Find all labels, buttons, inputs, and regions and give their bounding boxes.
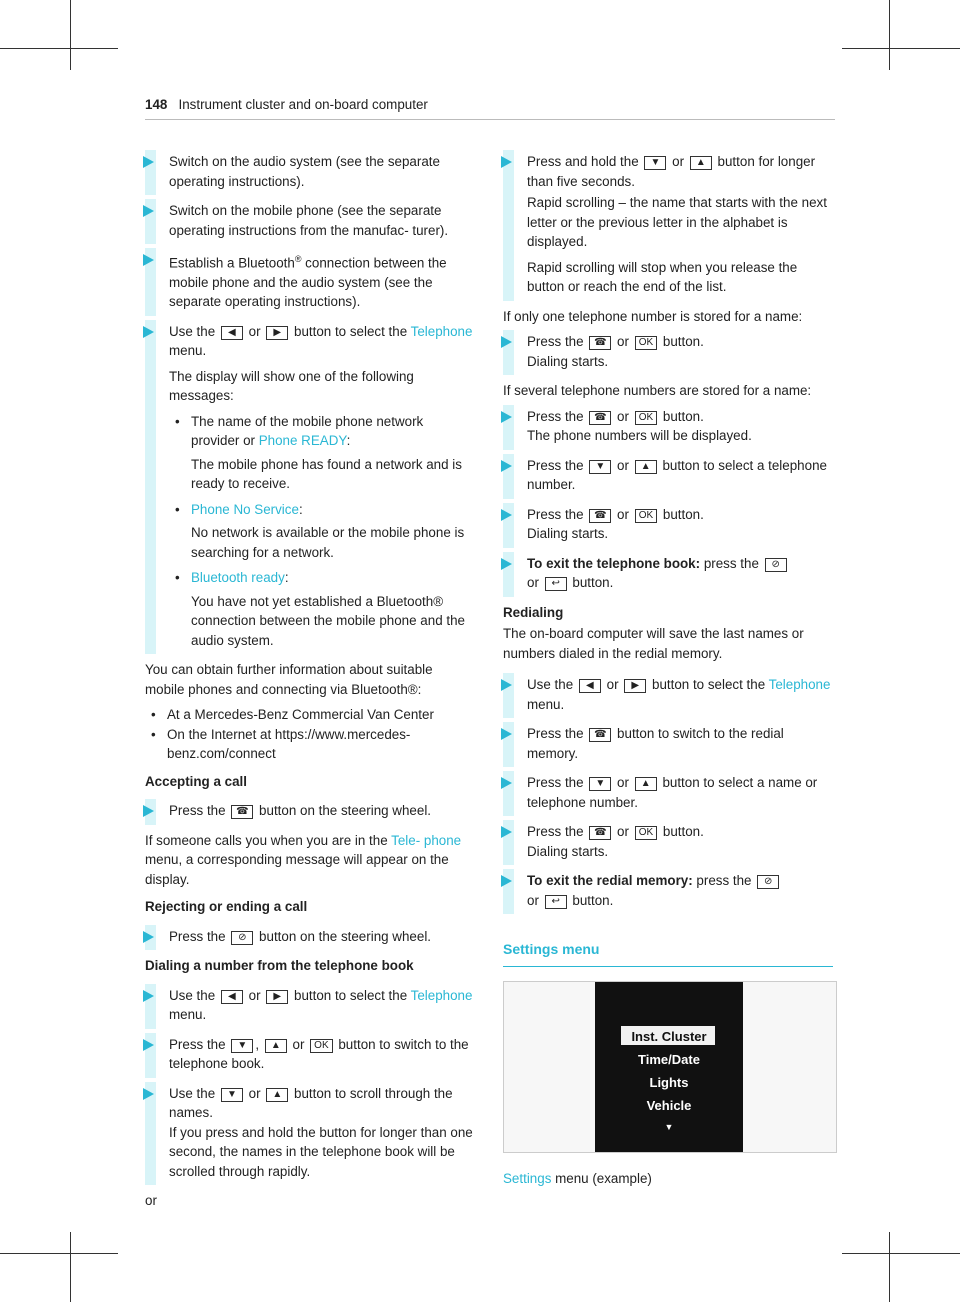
menu-item-time-date: Time/Date — [638, 1051, 700, 1067]
telephone-menu-label: Telephone — [410, 323, 473, 339]
step: Press the ☎ or OK button. Dialing starts. — [503, 822, 833, 861]
arrow-icon — [143, 254, 154, 266]
step: Press the ☎ or OK button. The phone numbers will be displayed. — [503, 407, 833, 446]
step: Switch on the mobile phone (see the separate operating instructions from the manufac- turer). — [145, 201, 475, 240]
up-button-icon: ▲ — [690, 156, 712, 170]
crop-mark — [70, 0, 71, 70]
arrow-icon — [501, 460, 512, 472]
up-button-icon: ▲ — [266, 1088, 288, 1102]
ok-button-icon: OK — [635, 826, 657, 840]
down-button-icon: ▼ — [589, 777, 611, 791]
phone-button-icon: ☎ — [231, 805, 253, 819]
header-rule — [145, 119, 835, 120]
menu-item-inst-cluster: Inst. Cluster — [631, 1028, 707, 1044]
left-button-icon: ◀ — [221, 990, 243, 1004]
crop-mark — [0, 48, 118, 49]
step: Use the ◀ or ▶ button to select the Telephone menu. The display will show one of the following messages: • The name of the mobile phone network provider or Phone READY: The mobile phone has found a network and is ready to receive. • Phone No Service: No network is available or the mobile phone is searching for a network. • Bluetooth ready: You have not yet established a Bluetooth® connection between the mobile phone and the audio system. — [145, 322, 475, 651]
down-button-icon: ▼ — [221, 1088, 243, 1102]
right-button-icon: ▶ — [266, 326, 288, 340]
step: Press the ▼ , ▲ or OK button to switch to the telephone book. — [145, 1035, 475, 1074]
step: Press the ▼ or ▲ button to select a name or telephone number. — [503, 773, 833, 812]
right-column: Press and hold the ▼ or ▲ button for longer than five seconds. Rapid scrolling – the name that starts with the next letter or the previous letter in the alphabet is displayed. Rapid scrolling will stop when you release the button or reach the end of the list. If only one telephone number is stored for a name: Press the ☎ or OK button. Dialing starts. If several telephone numbers are stored for a name: Press the ☎ or OK button. The phone numbers will be displayed. Press the ▼ or ▲ button to select a telephone number. Press the ☎ or OK button. Dialing starts. To exit the telephone book: press the ⊘ or ↩ button. Redialing The on-board computer will save the last names or numbers dialed in the redial memory. Use the ◀ or ▶ button to select the Telephone menu. Press the ☎ button to switch to the redial memory. Press the ▼ or ▲ button to select a name or telephone number. Press the ☎ or OK button. Dialing starts. To exit the redial memory: press the ⊘ or ↩ button. Settings menu Inst. Cluster Time/Date Lights Vehicle ▼ Settings menu (example) — [503, 152, 833, 1188]
arrow-icon — [501, 558, 512, 570]
up-button-icon: ▲ — [265, 1039, 287, 1053]
arrow-icon — [143, 1088, 154, 1100]
list-item: • On the Internet at https://www.mercedes- benz.com/connect — [151, 726, 411, 762]
phone-button-icon: ☎ — [589, 509, 611, 523]
arrow-icon — [143, 156, 154, 168]
phone-button-icon: ☎ — [589, 826, 611, 840]
ok-button-icon: OK — [635, 509, 657, 523]
down-button-icon: ▼ — [231, 1039, 253, 1053]
section-heading: Dialing a number from the telephone book — [145, 958, 414, 974]
left-button-icon: ◀ — [221, 326, 243, 340]
crop-mark — [889, 0, 890, 70]
list-item: • At a Mercedes-Benz Commercial Van Center — [151, 707, 434, 723]
page-title: Instrument cluster and on-board computer — [178, 97, 428, 112]
section-heading: Accepting a call — [145, 773, 247, 789]
crop-mark — [842, 48, 960, 49]
arrow-icon — [143, 931, 154, 943]
down-button-icon: ▼ — [644, 156, 666, 170]
back-button-icon: ↩ — [545, 895, 567, 909]
list-item: • The name of the mobile phone network provider or Phone READY: The mobile phone has found a network and is ready to receive. — [175, 413, 462, 492]
step: Use the ◀ or ▶ button to select the Telephone menu. — [503, 675, 833, 714]
section-heading: Redialing — [503, 604, 564, 620]
settings-menu-heading: Settings menu — [503, 941, 600, 957]
arrow-icon — [501, 728, 512, 740]
arrow-icon — [143, 805, 154, 817]
step: To exit the redial memory: press the ⊘ or ↩ button. — [503, 871, 833, 910]
hangup-button-icon: ⊘ — [765, 558, 787, 572]
menu-item-vehicle: Vehicle — [646, 1097, 692, 1113]
phone-button-icon: ☎ — [589, 728, 611, 742]
page-number: 148 — [145, 97, 168, 112]
up-button-icon: ▲ — [635, 777, 657, 791]
left-button-icon: ◀ — [579, 679, 601, 693]
step: Use the ◀ or ▶ button to select the Telephone menu. — [145, 986, 475, 1025]
arrow-icon — [501, 336, 512, 348]
step: To exit the telephone book: press the ⊘ or ↩ button. — [503, 554, 833, 593]
arrow-icon — [143, 990, 154, 1002]
step: Press the ☎ or OK button. Dialing starts. — [503, 332, 833, 371]
hangup-button-icon: ⊘ — [231, 931, 253, 945]
arrow-icon — [501, 679, 512, 691]
step: Press the ☎ button on the steering wheel. — [145, 801, 475, 821]
list-item: • Phone No Service: No network is available or the mobile phone is searching for a network. — [175, 501, 465, 560]
right-button-icon: ▶ — [266, 990, 288, 1004]
arrow-icon — [501, 826, 512, 838]
step: Press the ☎ button to switch to the redial memory. — [503, 724, 833, 763]
settings-figure — [503, 981, 837, 1153]
ok-button-icon: OK — [310, 1039, 332, 1053]
arrow-icon — [501, 156, 512, 168]
section-rule — [503, 966, 833, 967]
hangup-button-icon: ⊘ — [757, 875, 779, 889]
cluster-screen — [595, 982, 743, 1152]
arrow-icon — [501, 777, 512, 789]
crop-mark — [889, 1232, 890, 1302]
up-button-icon: ▲ — [635, 460, 657, 474]
ok-button-icon: OK — [635, 411, 657, 425]
crop-mark — [70, 1232, 71, 1302]
right-button-icon: ▶ — [624, 679, 646, 693]
step: Establish a Bluetooth® connection between the mobile phone and the audio system (see the separate operating instructions). — [145, 250, 475, 312]
arrow-icon — [143, 326, 154, 338]
down-button-icon: ▼ — [589, 460, 611, 474]
figure-caption: Settings menu (example) — [503, 1170, 652, 1186]
arrow-icon — [143, 1039, 154, 1051]
back-button-icon: ↩ — [545, 577, 567, 591]
step: Press the ▼ or ▲ button to select a telephone number. — [503, 456, 833, 495]
page-header — [145, 95, 835, 115]
left-column: Switch on the audio system (see the separate operating instructions). Switch on the mobile phone (see the separate operating instructions from the manufac- turer). Establish a Bluetooth® connection between the mobile phone and the audio system (see the separate operating instructions). Use the ◀ or ▶ button to select the Telephone menu. The display will show one of the following messages: • The name of the mobile phone network provider or Phone READY: The mobile phone has found a network and is ready to receive. • Phone No Service: No network is available or the mobile phone is searching for a network. • Bluetooth ready: You have not yet established a Bluetooth® connection between the mobile phone and the audio system. You can obtain further information about suitable mobile phones and connecting via Bluetooth®: • At a Mercedes-Benz Commercial Van Center • On the Internet at https://www.mercedes- benz.com/connect Accepting a call Press the ☎ button on the steering wheel. If someone calls you when you are in the Tele- phone menu, a corresponding message will appear on the display. Rejecting or ending a call Press the ⊘ button on the steering wheel. Dialing a number from the telephone book Use the ◀ or ▶ button to select the Telephone menu. Press the ▼ , ▲ or OK button to switch to the telephone book. Use the ▼ or ▲ button to scroll through the names. If you press and hold the button for longer than one second, the names in the telephone book will be scrolled through rapidly. or — [145, 152, 475, 1217]
phone-button-icon: ☎ — [589, 411, 611, 425]
section-heading: Rejecting or ending a call — [145, 899, 308, 915]
step: Press and hold the ▼ or ▲ button for longer than five seconds. Rapid scrolling – the name that starts with the next letter or the previous letter in the alphabet is displayed. Rapid scrolling will stop when you release the button or reach the end of the list. — [503, 152, 833, 297]
menu-item-lights: Lights — [649, 1074, 689, 1090]
step: Use the ▼ or ▲ button to scroll through the names. If you press and hold the button for longer than one second, the names in the telephone book will be scrolled through rapidly. — [145, 1084, 475, 1182]
crop-mark — [0, 1253, 118, 1254]
arrow-icon — [501, 509, 512, 521]
list-item: • Bluetooth ready: You have not yet established a Bluetooth® connection between the mobile phone and the audio system. — [175, 570, 465, 648]
step: Press the ☎ or OK button. Dialing starts. — [503, 505, 833, 544]
arrow-icon — [501, 875, 512, 887]
ok-button-icon: OK — [635, 336, 657, 350]
step: Press the ⊘ button on the steering wheel. — [145, 927, 475, 947]
arrow-icon — [501, 411, 512, 423]
scroll-down-icon: ▼ — [664, 1121, 674, 1132]
arrow-icon — [143, 205, 154, 217]
phone-button-icon: ☎ — [589, 336, 611, 350]
step: Switch on the audio system (see the separate operating instructions). — [145, 152, 475, 191]
crop-mark — [842, 1253, 960, 1254]
